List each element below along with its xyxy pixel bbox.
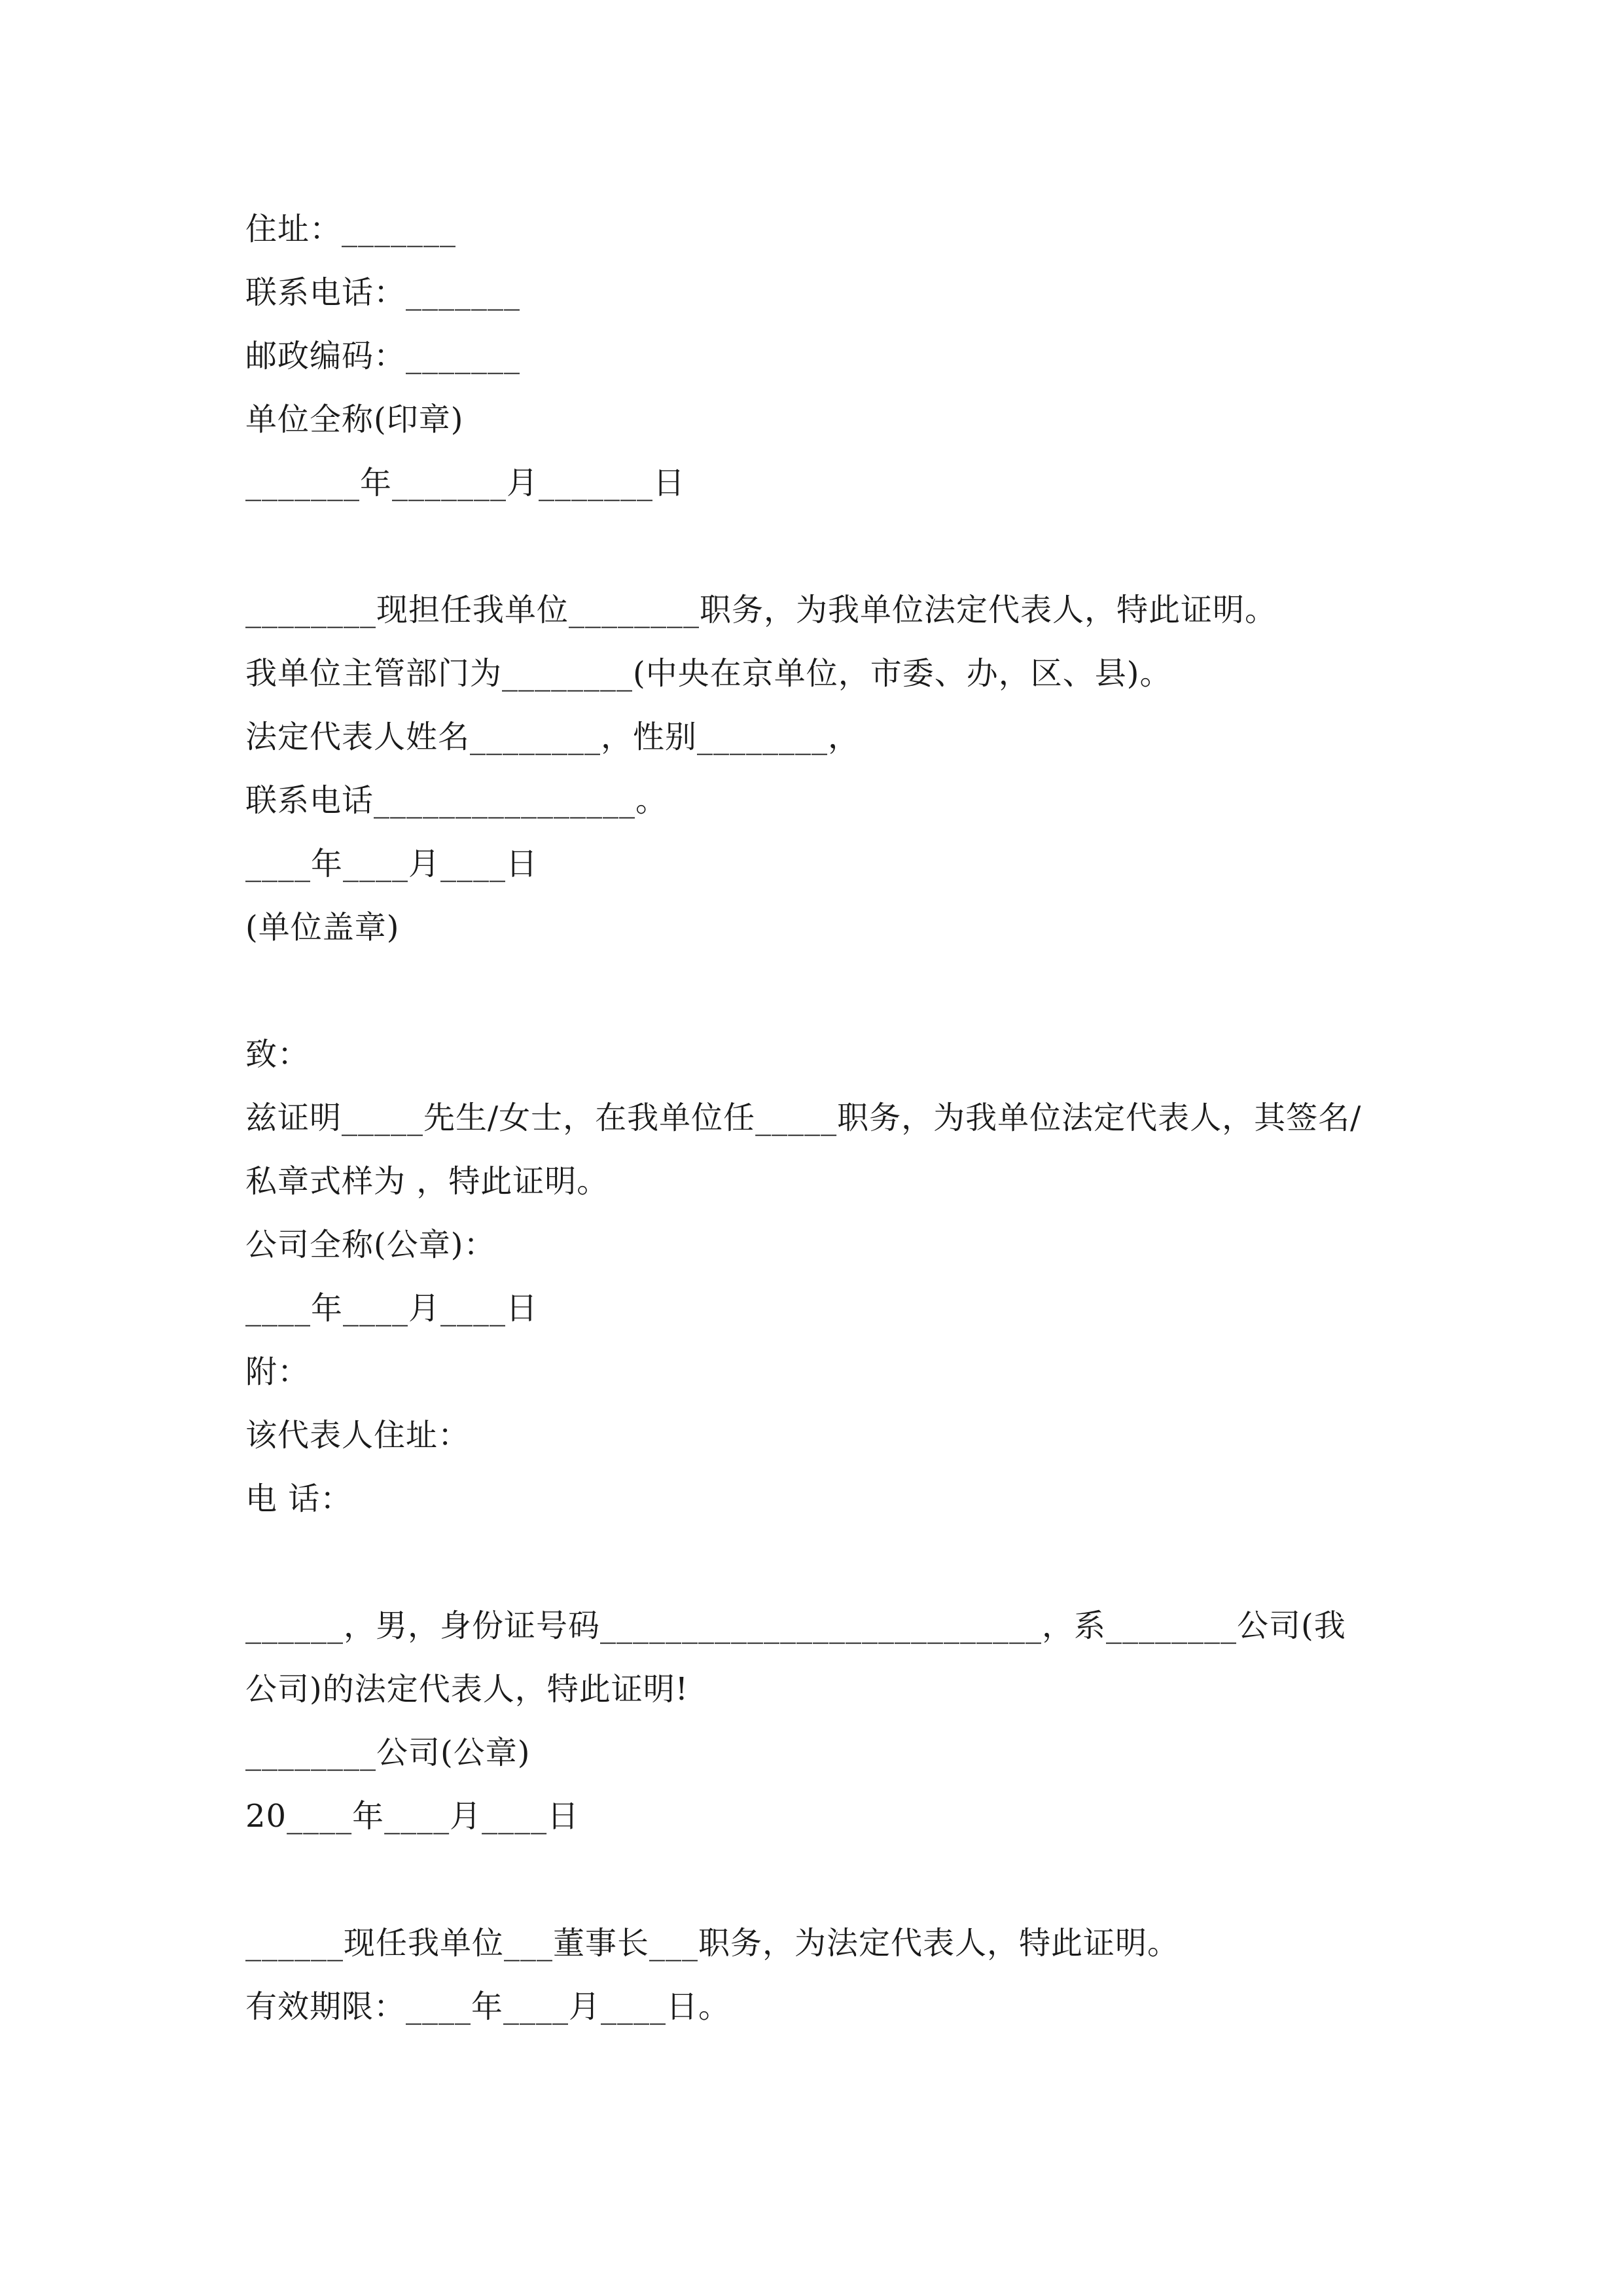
telephone-line: 电 话： — [245, 1480, 353, 1517]
position-statement-line: ________现担任我单位________职务，为我单位法定代表人，特此证明。 — [245, 592, 1277, 628]
phone-line: 联系电话：_______ — [245, 274, 521, 311]
company-seal-line: 公司全称(公章)： — [245, 1227, 496, 1263]
signature-sample-line: 私章式样为 ，特此证明。 — [245, 1163, 609, 1200]
id-number-line: ______，男，身份证号码___________________________，系________公司(我 — [245, 1607, 1346, 1644]
contact-phone-line: 联系电话________________。 — [245, 782, 668, 819]
supervisor-dept-line: 我单位主管部门为________(中央在京单位，市委、办，区、县)。 — [245, 655, 1172, 692]
representative-address-line: 该代表人住址： — [245, 1417, 471, 1454]
date-line: _______年_______月_______日 — [245, 465, 686, 501]
chairman-position-line: ______现任我单位___董事长___职务，为法定代表人，特此证明。 — [245, 1925, 1180, 1962]
certification-line: 兹证明_____先生/女士，在我单位任_____职务，为我单位法定代表人，其签名/ — [245, 1100, 1362, 1136]
attachment-label: 附： — [245, 1354, 310, 1390]
salutation-line: 致： — [245, 1036, 310, 1073]
company-seal-line: ________公司(公章) — [245, 1734, 531, 1771]
representative-name-line: 法定代表人姓名________，性别________， — [245, 719, 861, 755]
date-line: ____年____月____日 — [245, 1290, 539, 1327]
date-line: 20____年____月____日 — [245, 1798, 580, 1835]
legal-representative-line: 公司)的法定代表人，特此证明! — [245, 1671, 689, 1708]
unit-seal-line: (单位盖章) — [245, 909, 400, 946]
unit-name-seal-line: 单位全称(印章) — [245, 401, 464, 438]
address-line: 住址：_______ — [245, 211, 457, 247]
postal-code-line: 邮政编码：_______ — [245, 338, 521, 374]
date-line: ____年____月____日 — [245, 846, 539, 882]
validity-period-line: 有效期限：____年____月____日。 — [245, 1988, 731, 2025]
